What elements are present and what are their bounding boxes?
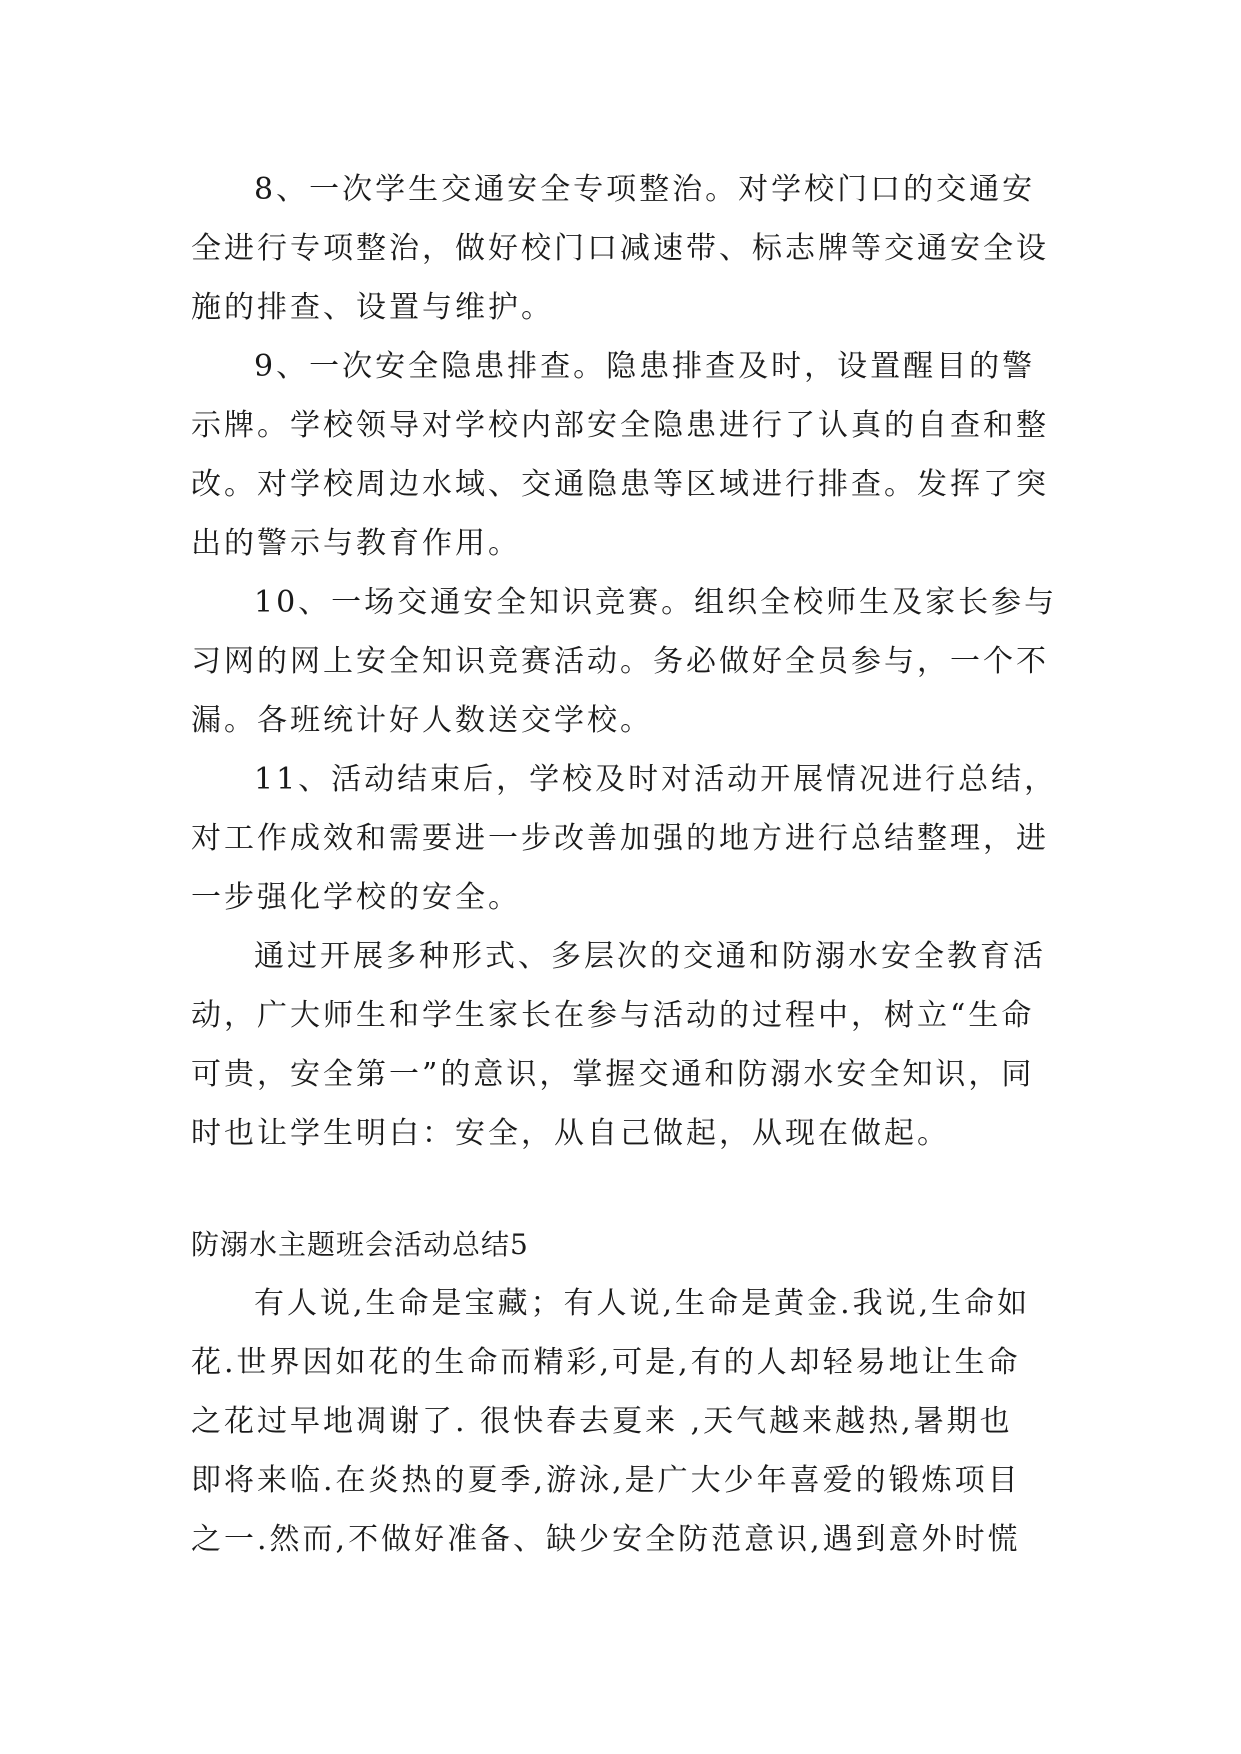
text-line: 对工作成效和需要进一步改善加强的地方进行总结整理，进 bbox=[191, 821, 1049, 856]
text-line: 9、一次安全隐患排查。隐患排查及时，设置醒目的警 bbox=[254, 349, 1036, 384]
paragraph-item-11 bbox=[191, 750, 1071, 927]
text-line: 漏。各班统计好人数送交学校。 bbox=[191, 703, 653, 738]
text-line: 可贵，安全第一”的意识，掌握交通和防溺水安全知识，同 bbox=[191, 1057, 1035, 1092]
text-line: 一步强化学校的安全。 bbox=[191, 880, 521, 915]
text-line: 施的排查、设置与维护。 bbox=[191, 290, 554, 325]
paragraph-intro bbox=[191, 1274, 1071, 1569]
text-line: 改。对学校周边水域、交通隐患等区域进行排查。发挥了突 bbox=[191, 467, 1049, 502]
text-line: 通过开展多种形式、多层次的交通和防溺水安全教育活 bbox=[254, 939, 1046, 974]
text-line: 全进行专项整治，做好校门口减速带、标志牌等交通安全设 bbox=[191, 231, 1049, 266]
text-line: 即将来临.在炎热的夏季,游泳,是广大少年喜爱的锻炼项目 bbox=[191, 1463, 1021, 1498]
paragraph-conclusion bbox=[191, 927, 1071, 1163]
text-line: 之一.然而,不做好准备、缺少安全防范意识,遇到意外时慌 bbox=[191, 1522, 1021, 1557]
text-line: 习网的网上安全知识竞赛活动。务必做好全员参与，一个不 bbox=[191, 644, 1049, 679]
paragraph-item-9 bbox=[191, 337, 1071, 573]
text-line: 示牌。学校领导对学校内部安全隐患进行了认真的自查和整 bbox=[191, 408, 1049, 443]
section-heading: 防溺水主题班会活动总结5 bbox=[191, 1228, 529, 1261]
text-line: 时也让学生明白：安全，从自己做起，从现在做起。 bbox=[191, 1116, 950, 1151]
text-line: 10、一场交通安全知识竞赛。组织全校师生及家长参与 bbox=[254, 585, 1058, 620]
text-line: 动，广大师生和学生家长在参与活动的过程中，树立“生命 bbox=[191, 998, 1035, 1033]
paragraph-item-10 bbox=[191, 573, 1071, 750]
text-line: 出的警示与教育作用。 bbox=[191, 526, 521, 561]
text-line: 之花过早地凋谢了. 很快春去夏来 ,天气越来越热,暑期也 bbox=[191, 1404, 1013, 1439]
text-line: 11、活动结束后，学校及时对活动开展情况进行总结， bbox=[254, 762, 1058, 797]
document-body bbox=[191, 160, 1071, 1569]
text-line: 有人说,生命是宝藏；有人说,生命是黄金.我说,生命如 bbox=[254, 1286, 1031, 1321]
section-spacer bbox=[191, 1163, 1071, 1215]
paragraph-item-8 bbox=[191, 160, 1071, 337]
text-line: 8、一次学生交通安全专项整治。对学校门口的交通安 bbox=[254, 172, 1036, 207]
text-line: 花.世界因如花的生命而精彩,可是,有的人却轻易地让生命 bbox=[191, 1345, 1021, 1380]
